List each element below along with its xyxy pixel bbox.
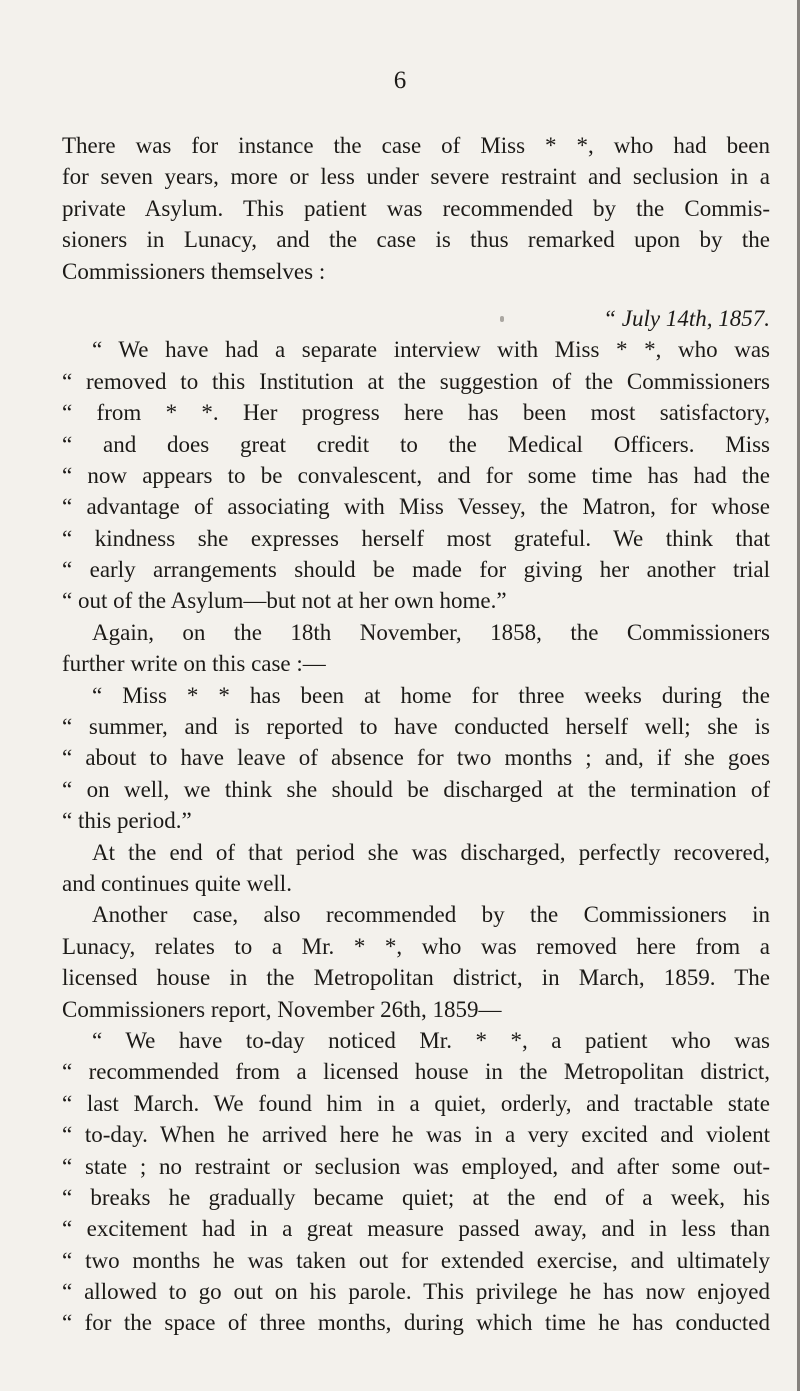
quote-line: “ summer, and is reported to have conducted herself well; she is [62, 714, 770, 740]
quote-line: “ this period.” [62, 808, 192, 834]
quote-line: “ kindness she expresses herself most grateful. We think that [62, 525, 770, 551]
quote-line: “ recommended from a licensed house in the Metropolitan district, [62, 1059, 770, 1085]
text-line: There was for instance the case of Miss * *, who had been [62, 133, 770, 158]
quote-line: “ last March. We found him in a quiet, orderly, and tractable state [62, 1090, 770, 1116]
text-line: for seven years, more or less under severe restraint and seclusion in a [62, 164, 770, 190]
text-line: sioners in Lunacy, and the case is thus remarked upon by the [62, 227, 770, 253]
text-line: Again, on the 18th November, 1858, the Commissioners [92, 619, 770, 645]
text-line: licensed house in the Metropolitan district, in March, 1859. The [62, 965, 770, 991]
quote-line: “ allowed to go out on his parole. This privilege he has now enjoyed [62, 1279, 770, 1305]
text-line: private Asylum. This patient was recommended by the Commis- [62, 195, 770, 221]
text-line: Commissioners report, November 26th, 1859— [62, 996, 502, 1022]
quote-line: “ and does great credit to the Medical Officers. Miss [62, 431, 770, 457]
body-text [62, 130, 770, 1339]
quote-line: “ We have had a separate interview with Miss * *, who was [92, 337, 770, 363]
quote-line: “ removed to this Institution at the suggestion of the Commissioners [62, 368, 770, 394]
text-line: Another case, also recommended by the Commissioners in [92, 902, 770, 928]
text-line: and continues quite well. [62, 870, 292, 896]
quote-line: “ breaks he gradually became quiet; at the end of a week, his [62, 1184, 770, 1210]
quote-line: “ from * *. Her progress here has been most satisfactory, [62, 400, 770, 426]
quote-line: “ advantage of associating with Miss Vessey, the Matron, for whose [62, 494, 770, 520]
dateline: “ July 14th, 1857. [603, 305, 770, 331]
text-line: Commissioners themselves : [62, 258, 326, 284]
text-line: At the end of that period she was discharged, perfectly recovered, [92, 839, 770, 865]
quote-line: “ out of the Asylum—but not at her own home.” [62, 588, 507, 614]
quote-line: “ on well, we think she should be discharged at the termination of [62, 776, 770, 802]
quote-line: “ We have to-day noticed Mr. * *, a patient who was [92, 1027, 770, 1053]
page-number: 6 [393, 67, 407, 94]
quote-line: “ now appears to be convalescent, and for some time has had the [62, 462, 770, 488]
quote-line: “ excitement had in a great measure passed away, and in less than [62, 1216, 770, 1242]
quote-line: “ two months he was taken out for extended exercise, and ultimately [62, 1247, 770, 1273]
quote-line: “ early arrangements should be made for giving her another trial [62, 557, 770, 583]
quote-line: “ to-day. When he arrived here he was in a very excited and violent [62, 1122, 770, 1148]
text-line: Lunacy, relates to a Mr. * *, who was removed here from a [62, 933, 770, 959]
text-line: further write on this case :— [62, 651, 326, 677]
quote-line: “ for the space of three months, during which time he has conducted [62, 1310, 770, 1336]
quote-line: “ about to have leave of absence for two months ; and, if she goes [62, 745, 770, 771]
quote-line: “ Miss * * has been at home for three weeks during the [92, 682, 770, 708]
quote-line: “ state ; no restraint or seclusion was employed, and after some out- [62, 1153, 770, 1179]
